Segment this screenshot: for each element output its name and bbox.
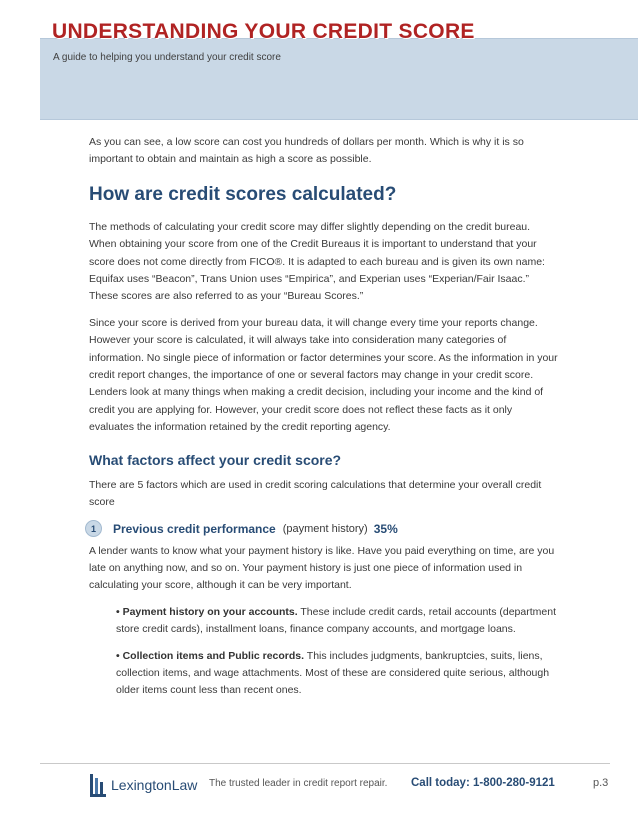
page-number: p.3 [593, 777, 609, 789]
bullet-payment-history [116, 604, 559, 639]
bullet-collection-items [116, 648, 559, 700]
logo-wordmark: LexingtonLaw [111, 777, 198, 793]
bullet-lead: • Payment history on your accounts. [116, 605, 298, 618]
footer-phone[interactable]: Call today: 1-800-280-9121 [411, 777, 555, 789]
calculation-paragraph-2: Since your score is derived from your bureau data, it will change every time your reports change. However your score is calculated, it will always take into consideration many categories of information. No single piece of information or factor determines your score. As the information in your credit report changes, the importance of one or several factors may change in your credit score. Lenders look at many things when making a credit decision, including your income and the kind of credit you are applying for. However, your credit score does not reflect these facts as it only evaluates the information retained by the credit reporting agency. [89, 316, 558, 434]
bullet-text: These include credit cards, retail accounts (department store credit cards), installment loans, finance company accounts, and mortgage loans. [116, 605, 556, 636]
footer [89, 770, 619, 802]
header-banner [40, 38, 638, 120]
factor-description: A lender wants to know what your payment history is like. Have you paid everything on time, are you late on anything now, and so on. Your payment history is just one piece of information used in calculating your score, although it can be very important. [89, 544, 555, 592]
section-heading-calculation: How are credit scores calculated? [89, 183, 397, 205]
footer-divider [40, 763, 610, 764]
factor-1-row [89, 518, 559, 540]
document-title: UNDERSTANDING YOUR CREDIT SCORE [52, 20, 475, 43]
factor-title: Previous credit performance [113, 521, 276, 536]
intro-paragraph: As you can see, a low score can cost you hundreds of dollars per month. Which is why it is so important to obtain and maintain as high a score as possible. [89, 136, 524, 166]
calculation-paragraph-1: The methods of calculating your credit score may differ slightly depending on the credit bureau. When obtaining your score from one of the Credit Bureaus it is important to understand that your score does not come directly from FICO®. It is adapted to each bureau and is given its own name: Equifax uses “Beacon”, Trans Union uses “Empirica”, and Experian uses “Experian/Fair Isaac.” These scores are also referred to as your “Bureau Scores.” [89, 220, 545, 303]
bullet-text: This includes judgments, bankruptcies, suits, liens, collection items, and wage attachments. Most of these are considered quite serious, although older items count less than recent ones. [116, 649, 550, 697]
factor-number-badge: 1 [85, 520, 102, 537]
main-content [89, 134, 559, 700]
section-heading-factors: What factors affect your credit score? [89, 451, 342, 468]
footer-tagline: The trusted leader in credit report repair. [209, 778, 388, 789]
document-subtitle: A guide to helping you understand your credit score [53, 52, 281, 63]
lexington-law-logo [89, 772, 197, 798]
bullet-lead: • Collection items and Public records. [116, 649, 305, 662]
factors-intro: There are 5 factors which are used in credit scoring calculations that determine your overall credit score [89, 478, 542, 509]
factor-percent: 35% [373, 521, 398, 536]
logo-columns-icon [89, 772, 107, 798]
factor-subtitle: (payment history) [282, 522, 368, 535]
